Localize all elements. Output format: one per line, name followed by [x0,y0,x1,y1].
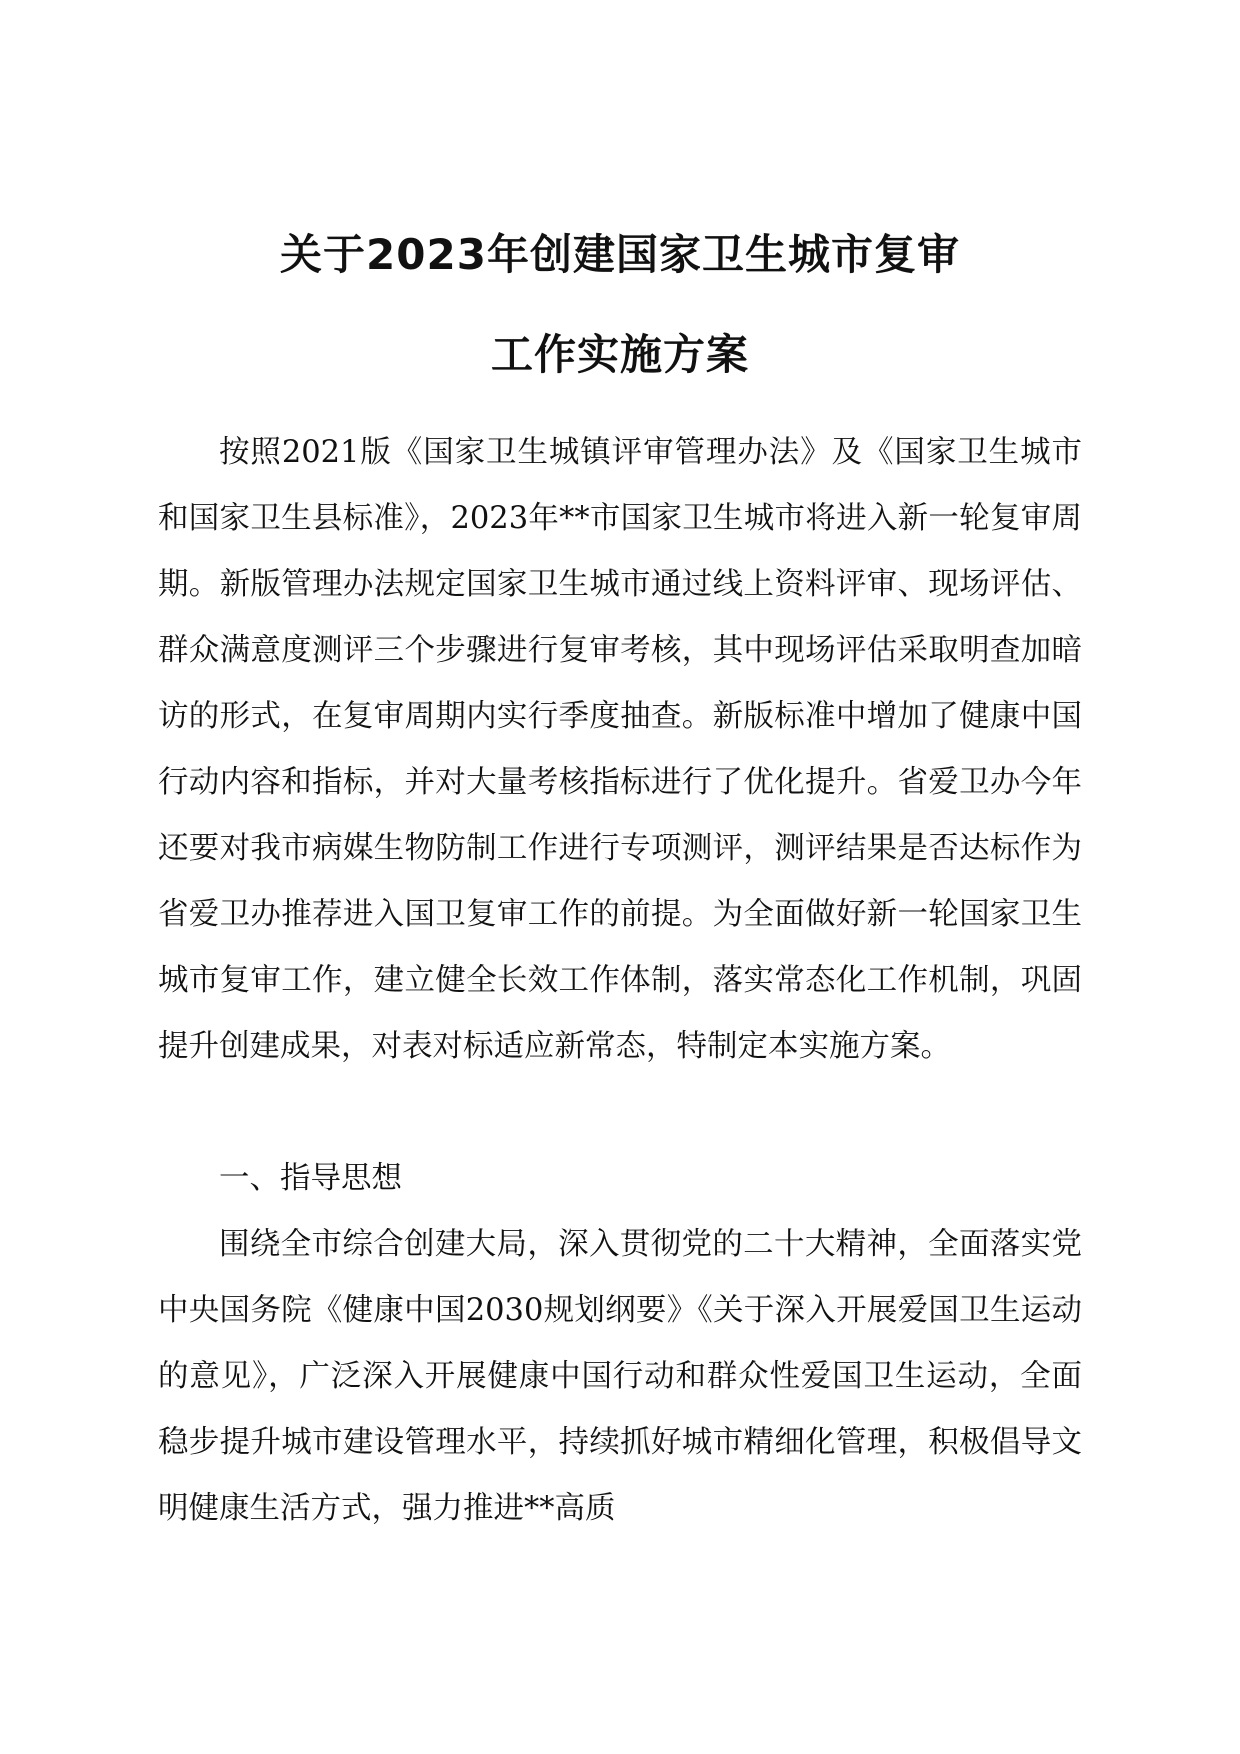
body-paragraph-guiding-ideology: 围绕全市综合创建大局，深入贯彻党的二十大精神，全面落实党中央国务院《健康中国2030规划纲要》《关于深入开展爱国卫生运动的意见》，广泛深入开展健康中国行动和群众性爱国卫生运动，全面稳步提升城市建设管理水平，持续抓好城市精细化管理，积极倡导文明健康生活方式，强力推进**高质 [158,1227,1082,1526]
body-paragraph-intro: 按照2021版《国家卫生城镇评审管理办法》及《国家卫生城市和国家卫生县标准》，2023年**市国家卫生城市将进入新一轮复审周期。新版管理办法规定国家卫生城市通过线上资料评审、现场评估、群众满意度测评三个步骤进行复审考核，其中现场评估采取明查加暗访的形式，在复审周期内实行季度抽查。新版标准中增加了健康中国行动内容和指标，并对大量考核指标进行了优化提升。省爱卫办今年还要对我市病媒生物防制工作进行专项测评，测评结果是否达标作为省爱卫办推荐进入国卫复审工作的前提。为全面做好新一轮国家卫生城市复审工作，建立健全长效工作体制，落实常态化工作机制，巩固提升创建成果，对表对标适应新常态，特制定本实施方案。 [158,435,1082,1064]
section-heading-guiding-ideology: 一、指导思想 [219,1161,402,1196]
document-title-line-2: 工作实施方案 [490,330,749,379]
document-title-line-1: 关于2023年创建国家卫生城市复审 [280,230,960,279]
